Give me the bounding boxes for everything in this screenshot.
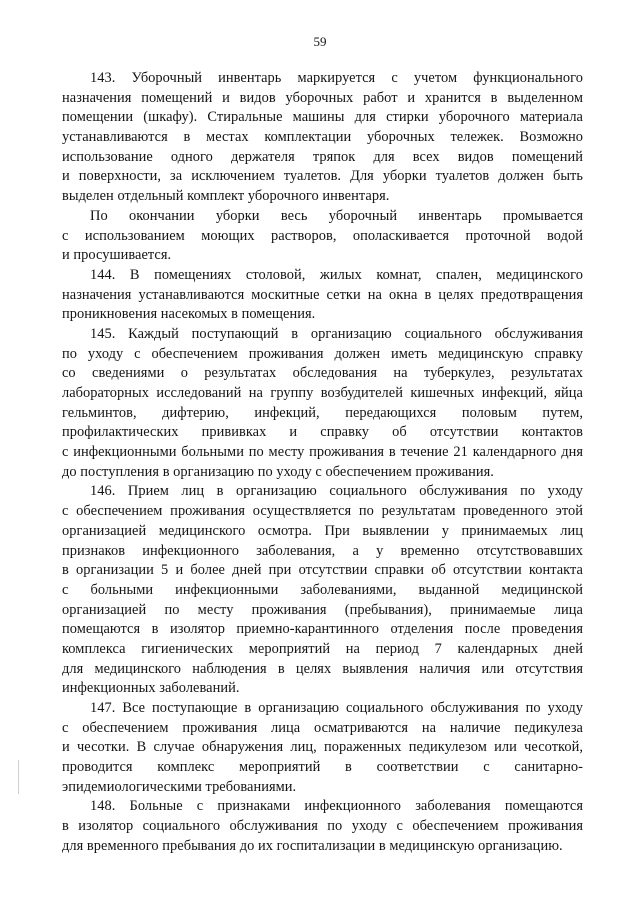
paragraph-line: профилактических прививках и справку об отсутствии контактов <box>62 424 583 441</box>
paragraph-line: 144. В помещениях столовой, жилых комнат, спален, медицинского <box>90 266 583 283</box>
paragraph-line: с обеспечением проживания осуществляется по результатам проведенного этой <box>62 503 583 520</box>
paragraph-line: в изолятор социального обслуживания по уходу с обеспечением проживания <box>62 818 583 835</box>
paragraph <box>62 797 583 856</box>
paragraph-line: с инфекционными больными по месту проживания в течение 21 календарного дня <box>62 444 583 461</box>
paragraph-line: По окончании уборки весь уборочный инвентарь промывается <box>90 207 583 224</box>
paragraph-line: назначения устанавливаются москитные сетки на окна в целях предотвращения <box>62 286 583 303</box>
paragraph-line: 147. Все поступающие в организацию социального обслуживания по уходу <box>90 700 583 716</box>
paragraph-line: устанавливаются в местах комплектации уборочных тележек. Возможно <box>62 129 583 146</box>
paragraph <box>62 699 583 797</box>
paragraph-line: и чесотки. В случае обнаружения лиц, пораженных педикулезом или чесоткой, <box>62 739 583 756</box>
paragraph-line: 148. Больные с признаками инфекционного заболевания помещаются <box>90 798 583 815</box>
paragraph-line: эпидемиологическими требованиями. <box>62 778 297 795</box>
scan-edge-mark <box>18 760 19 794</box>
paragraph-line: проникновения насекомых в помещения. <box>62 306 316 323</box>
paragraph-line: с использованием моющих растворов, ополаскивается проточной водой <box>62 227 583 244</box>
paragraph-line: и просушивается. <box>62 247 172 264</box>
paragraph-line: с обеспечением проживания лица осматриваются на наличие педикулеза <box>62 719 583 736</box>
paragraph <box>62 207 583 266</box>
paragraph <box>62 482 583 699</box>
paragraph-line: в организации 5 и более дней при отсутствии справки об отсутствии контакта <box>62 562 583 579</box>
paragraph <box>62 325 583 483</box>
paragraph-line: и поверхности, за исключением туалетов. Для уборки туалетов должен быть <box>62 168 583 185</box>
paragraph-line: лабораторных исследований на группу возбудителей кишечных инфекций, яйца <box>62 385 583 401</box>
paragraph-line: 145. Каждый поступающий в организацию социального обслуживания <box>90 325 583 342</box>
paragraph-line: организацией медицинского осмотра. При выявлении у принимаемых лиц <box>62 522 583 539</box>
document-body <box>62 69 583 857</box>
paragraph-line: организацией по месту проживания (пребывания), принимаемые лица <box>62 601 583 618</box>
paragraph-line: гельминтов, дифтерию, инфекций, передающихся половым путем, <box>62 404 583 421</box>
paragraph <box>62 69 583 207</box>
paragraph-line: признаков инфекционного заболевания, а у временно отсутствовавших <box>62 542 583 559</box>
paragraph-line: для медицинского наблюдения в целях выявления наличия или отсутствия <box>62 660 583 677</box>
paragraph-line: помещаются в изолятор приемно-карантинного отделения после проведения <box>62 621 583 638</box>
page-number: 59 <box>313 34 327 49</box>
paragraph-line: 143. Уборочный инвентарь маркируется с учетом функционального <box>90 70 583 86</box>
paragraph-line: проводится комплекс мероприятий в соответствии с санитарно- <box>62 759 583 776</box>
paragraph-line: помещении (шкафу). Стиральные машины для стирки уборочного материала <box>62 109 583 126</box>
paragraph-line: использование одного держателя тряпок для всех видов помещений <box>62 148 583 165</box>
paragraph-line: до поступления в организацию по уходу с обеспечением проживания. <box>62 463 494 480</box>
paragraph-line: с больными инфекционными заболеваниями, выданной медицинской <box>62 581 583 598</box>
paragraph-line: назначения помещений и видов уборочных работ и хранится в выделенном <box>62 89 583 106</box>
paragraph-line: со сведениями о результатах обследования на туберкулез, результатах <box>62 365 583 382</box>
paragraph-line: инфекционных заболеваний. <box>62 680 240 697</box>
paragraph-line: комплекса гигиенических мероприятий на период 7 календарных дней <box>62 640 583 657</box>
paragraph-line: по уходу с обеспечением проживания должен иметь медицинскую справку <box>62 345 583 362</box>
paragraph-line: выделен отдельный комплект уборочного инвентаря. <box>62 188 390 205</box>
paragraph-line: для временного пребывания до их госпитализации в медицинскую организацию. <box>62 837 563 854</box>
paragraph-line: 146. Прием лиц в организацию социального обслуживания по уходу <box>90 483 583 500</box>
paragraph <box>62 266 583 325</box>
